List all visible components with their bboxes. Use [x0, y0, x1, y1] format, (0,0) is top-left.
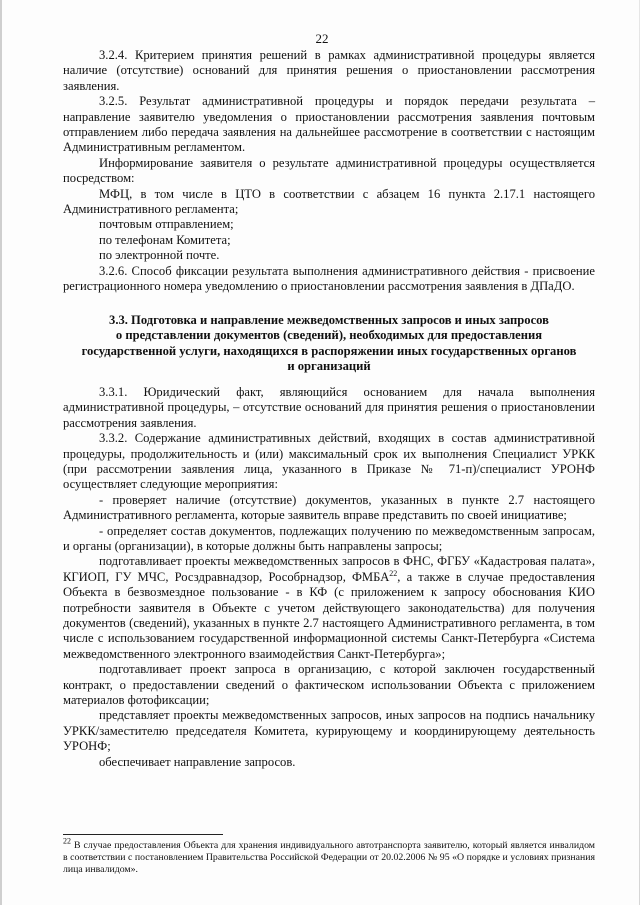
item3-after: , а также в случае предоставления Объекта в безвозмездное пользование - в КФ (с приложением к запросу обоснования КИО потребности заявителя в Объекте с учетом действующего законодательства) для получения документов (сведений), указанных в пункте 2.7 настоящего Административного регламента, в том числе с использованием государственной информационной системы Санкт-Петербурга «Система межведомственного электронного взаимодействия Санкт-Петербурга»; [63, 569, 595, 661]
paragraph-3-2-5: 3.2.5. Результат административной процедуры и порядок передачи результата – направление заявителю уведомления о приостановлении рассмотрения заявления почтовым отправлением либо передача заявления на дальнейшее рассмотрение в соответствии с настоящим Административным регламентом. [63, 94, 595, 155]
footnote-ref[interactable]: 22 [389, 568, 398, 578]
list-item-check-documents: - проверяет наличие (отсутствие) документов, указанных в пункте 2.7 настоящего Административного регламента, которые заявитель вправе представить по своей инициативе; [63, 492, 595, 523]
list-item-submit-for-signature: представляет проекты межведомственных запросов, иных запросов на подпись начальнику УРКК/заместителю председателя Комитета, курирующему и координирующему деятельность УРОНФ; [63, 708, 595, 754]
list-item-determine-documents: - определяет состав документов, подлежащих получению по межведомственным запросам, и органы (организации), в которые должны быть направлены запросы; [63, 523, 595, 553]
paragraph-post: почтовым отправлением; [99, 217, 234, 232]
page-number: 22 [315, 31, 329, 46]
heading-line-4: и организаций [287, 359, 371, 374]
paragraph-3-2-4: 3.2.4. Критерием принятия решений в рамках административной процедуры является наличие (отсутствие) оснований для принятия решения о приостановлении рассмотрения заявления. [63, 48, 595, 93]
list-item-send-requests: обеспечивает направление запросов. [99, 754, 296, 769]
paragraph-3-2-6: 3.2.6. Способ фиксации результата выполнения административного действия - присвоение регистрационного номера уведомлению о приостановлении рассмотрения заявления в ДПаДО. [63, 263, 595, 294]
document-body [63, 48, 595, 770]
footnote [63, 836, 595, 877]
paragraph-phone: по телефонам Комитета; [99, 232, 231, 247]
heading-line-1: 3.3. Подготовка и направление межведомственных запросов и иных запросов [109, 312, 549, 327]
list-item-prepare-requests [63, 554, 595, 662]
paragraph-informing: Информирование заявителя о результате административной процедуры осуществляется посредством: [63, 155, 595, 186]
paragraph-3-3-1: 3.3.1. Юридический факт, являющийся основанием для начала выполнения административной процедуры, – отсутствие оснований для принятия решения о приостановлении рассмотрения заявления. [63, 384, 595, 430]
footnote-text: В случае предоставления Объекта для хранения индивидуального автотранспорта заявителю, который является инвалидом в соответствии с постановлением Правительства Российской Федерации от 20.02.2006 № 95 «О порядке и условиях признания лица инвалидом». [63, 840, 595, 876]
list-item-contract-request: подготавливает проект запроса в организацию, с которой заключен государственный контракт, о предоставлении сведений о фактическом использовании Объекта с приложением материалов фотофиксации; [63, 662, 595, 707]
paragraph-3-3-2: 3.3.2. Содержание административных действий, входящих в состав административной процедуры, продолжительность и (или) максимальный срок их выполнения Специалист УРКК (при рассмотрении заявления лица, указанного в Приказе № 71-п)/специалист УРОНФ осуществляет следующие мероприятия: [63, 431, 595, 492]
footnote-divider [63, 834, 223, 835]
paragraph-email: по электронной почте. [99, 248, 220, 263]
heading-line-2: о представлении документов (сведений), необходимых для предоставления [115, 328, 543, 343]
section-heading-3-3 [63, 313, 595, 375]
heading-line-3: государственной услуги, находящихся в распоряжении иных государственных органов [81, 343, 577, 358]
item3-before: подготавливает проекты межведомственных запросов в ФНС, ФГБУ «Кадастровая палата», КГИОП, ГУ МЧС, Росздравнадзор, Рособрнадзор, ФМБА [63, 554, 595, 584]
paragraph-mfc: МФЦ, в том числе в ЦТО в соответствии с абзацем 16 пункта 2.17.1 настоящего Административного регламента; [63, 186, 595, 217]
footnote-mark: 22 [63, 836, 71, 846]
